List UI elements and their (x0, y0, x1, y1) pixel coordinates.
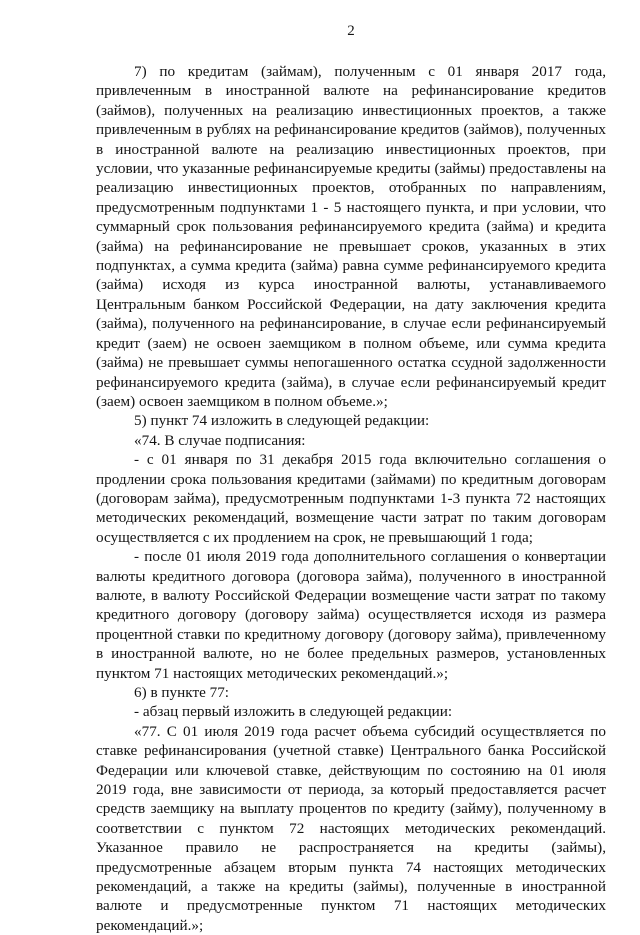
paragraph-clause-74-second-dash: - после 01 июля 2019 года дополнительного соглашения о конвертации валюты кредитного договора (договора займа), полученного в иностранной валюте, в валюту Российской Федерации возмещение части затрат по такому кредитного договору (договору займа) осуществляется исходя из размера процентной ставки по кредитному договору (договору займа), привлеченному в иностранной валюте, но не более предельных размеров, установленных пунктом 71 настоящих методических рекомендаций.»; (96, 548, 606, 682)
page-number: 2 (347, 23, 355, 39)
paragraph-item-5-heading: 5) пункт 74 изложить в следующей редакции: (134, 412, 430, 430)
paragraph-clause-74-first-dash: - с 01 января по 31 декабря 2015 года включительно соглашения о продлении срока пользования кредитами (займами) по кредитным договорам (договорам займа), предусмотренным подпунктами 1-3 пункта 72 настоящих методических рекомендаций, возмещение части затрат по таким договорам осуществляется с их продлением на срок, не превышающий 1 года; (96, 451, 606, 546)
paragraph-item-7: 7) по кредитам (займам), полученным с 01 января 2017 года, привлеченным в иностранной валюте на рефинансирование кредитов (займов), полученных на реализацию инвестиционных проектов, а также привлеченным в рублях на рефинансирование кредитов (займов), полученных в иностранной валюте на реализацию инвестиционных проектов, при условии, что указанные рефинансируемые кредиты (займы) предоставлены на реализацию инвестиционных проектов, отобранных по направлениям, предусмотренным подпунктами 1 - 5 настоящего пункта, и при условии, что суммарный срок пользования рефинансируемого кредита (займа) и кредита (займа) на рефинансирование не превышает сроков, указанных в этих подпунктах, а сумма кредита (займа) равна сумме рефинансируемого кредита (займа) исходя из курса иностранной валюты, устанавливаемого Центральным банком Российской Федерации, на дату заключения кредита (займа), полученного на рефинансирование, в случае если рефинансируемый кредит (заем) не освоен заемщиком в полном объеме, или сумма кредита (займа) не превышает суммы непогашенного остатка ссудной задолженности рефинансируемого кредита (займа), в случае если рефинансируемый кредит (заем) освоен заемщиком в полном объеме.»; (96, 63, 606, 410)
paragraph-clause-74-intro: «74. В случае подписания: (134, 431, 306, 449)
paragraph-clause-77: «77. С 01 июля 2019 года расчет объема субсидий осуществляется по ставке рефинансирования (учетной ставке) Центрального банка Российской Федерации или ключевой ставке, действующим по состоянию на 01 июля 2019 года, вне зависимости от периода, за который предоставляется расчет средств заемщику на выплату процентов по кредиту (займу), полученному в соответствии с пунктом 72 настоящих методических рекомендаций. Указанное правило не распространяется на кредиты (займы), предусмотренные абзацем вторым пункта 74 настоящих методических рекомендаций, а также на кредиты (займы), полученные в иностранной валюте и предусмотренные пунктом 71 настоящих методических рекомендаций.»; (96, 722, 606, 934)
paragraph-abzac-first: - абзац первый изложить в следующей редакции: (134, 703, 453, 721)
document-page (96, 22, 606, 935)
paragraph-item-6-heading: 6) в пункте 77: (134, 684, 230, 701)
